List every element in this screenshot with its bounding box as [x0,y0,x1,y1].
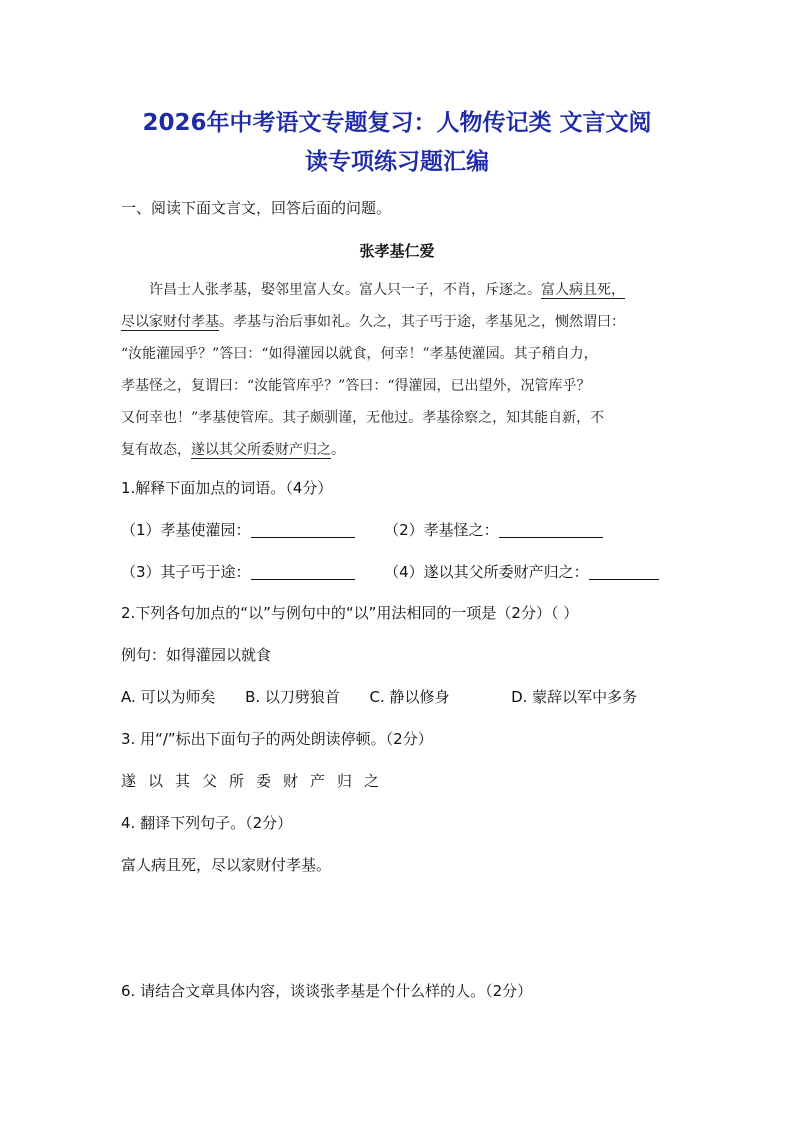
passage-line-6: 复有故态，遂以其父所委财产归之。 [121,442,345,458]
question-1-row-2 [121,562,659,582]
q1-item-4: （4）遂以其父所委财产归之： [384,563,589,581]
question-1-prompt: 1.解释下面加点的词语。（4分） [121,479,333,497]
passage-line-5: 又何幸也！”孝基使管库。其子颇驯谨，无他过。孝基徐察之，知其能自新，不 [121,410,605,426]
answer-blank-1[interactable] [251,521,355,538]
question-2-prompt: 2.下列各句加点的“以”与例句中的“以”用法相同的一项是（2分）（ ） [121,604,579,622]
option-d[interactable]: D. 蒙辞以军中多务 [511,688,638,706]
passage-title: 张孝基仁爱 [359,242,435,260]
question-3-sentence: 遂以其父所委财产归之 [121,772,392,790]
question-6-prompt: 6. 请结合文章具体内容，谈谈张孝基是个什么样的人。（2分） [121,982,533,1000]
passage-line-1: 许昌士人张孝基，娶邻里富人女。富人只一子，不肖，斥逐之。富人病且死， [149,282,625,298]
answer-blank-3[interactable] [251,563,355,580]
question-2-example: 例句：如得灌园以就食 [121,646,272,664]
answer-blank-2[interactable] [499,521,603,538]
question-4-sentence: 富人病且死，尽以家财付孝基。 [121,856,332,874]
question-3-prompt: 3. 用“/”标出下面句子的两处朗读停顿。（2分） [121,730,433,748]
option-c[interactable]: C. 静以修身 [369,688,450,706]
question-4-prompt: 4. 翻译下列句子。（2分） [121,814,293,832]
passage-text [121,274,681,466]
q1-item-2: （2）孝基怪之： [384,521,499,539]
question-1-row-1 [121,520,603,540]
q1-item-1: （1）孝基使灌园： [121,521,251,539]
question-2-options [121,687,637,707]
passage-line-2: 尽以家财付孝基。孝基与治后事如礼。久之，其子丐于途，孝基见之，恻然谓曰： [121,314,625,330]
option-a[interactable]: A. 可以为师矣 [121,688,216,706]
underlined-phrase: 遂以其父所委财产归之 [191,442,331,458]
document-title-line-2: 读专项练习题汇编 [305,149,489,175]
section-heading: 一、阅读下面文言文，回答后面的问题。 [121,199,392,217]
q1-item-3: （3）其子丐于途： [121,563,251,581]
passage-line-4: 孝基怪之，复谓曰：“汝能管库乎？”答曰：“得灌园，已出望外，况管库乎？ [121,378,591,394]
option-b[interactable]: B. 以刀劈狼首 [245,688,340,706]
underlined-phrase: 富人病且死， [541,282,625,298]
document-title-line-1: 2026年中考语文专题复习：人物传记类 文言文阅 [142,110,652,136]
answer-blank-4[interactable] [589,563,659,580]
underlined-phrase: 尽以家财付孝基 [121,314,219,330]
passage-line-3: “汝能灌园乎？”答曰：“如得灌园以就食，何幸！”孝基使灌园。其子稍自力， [121,346,598,362]
